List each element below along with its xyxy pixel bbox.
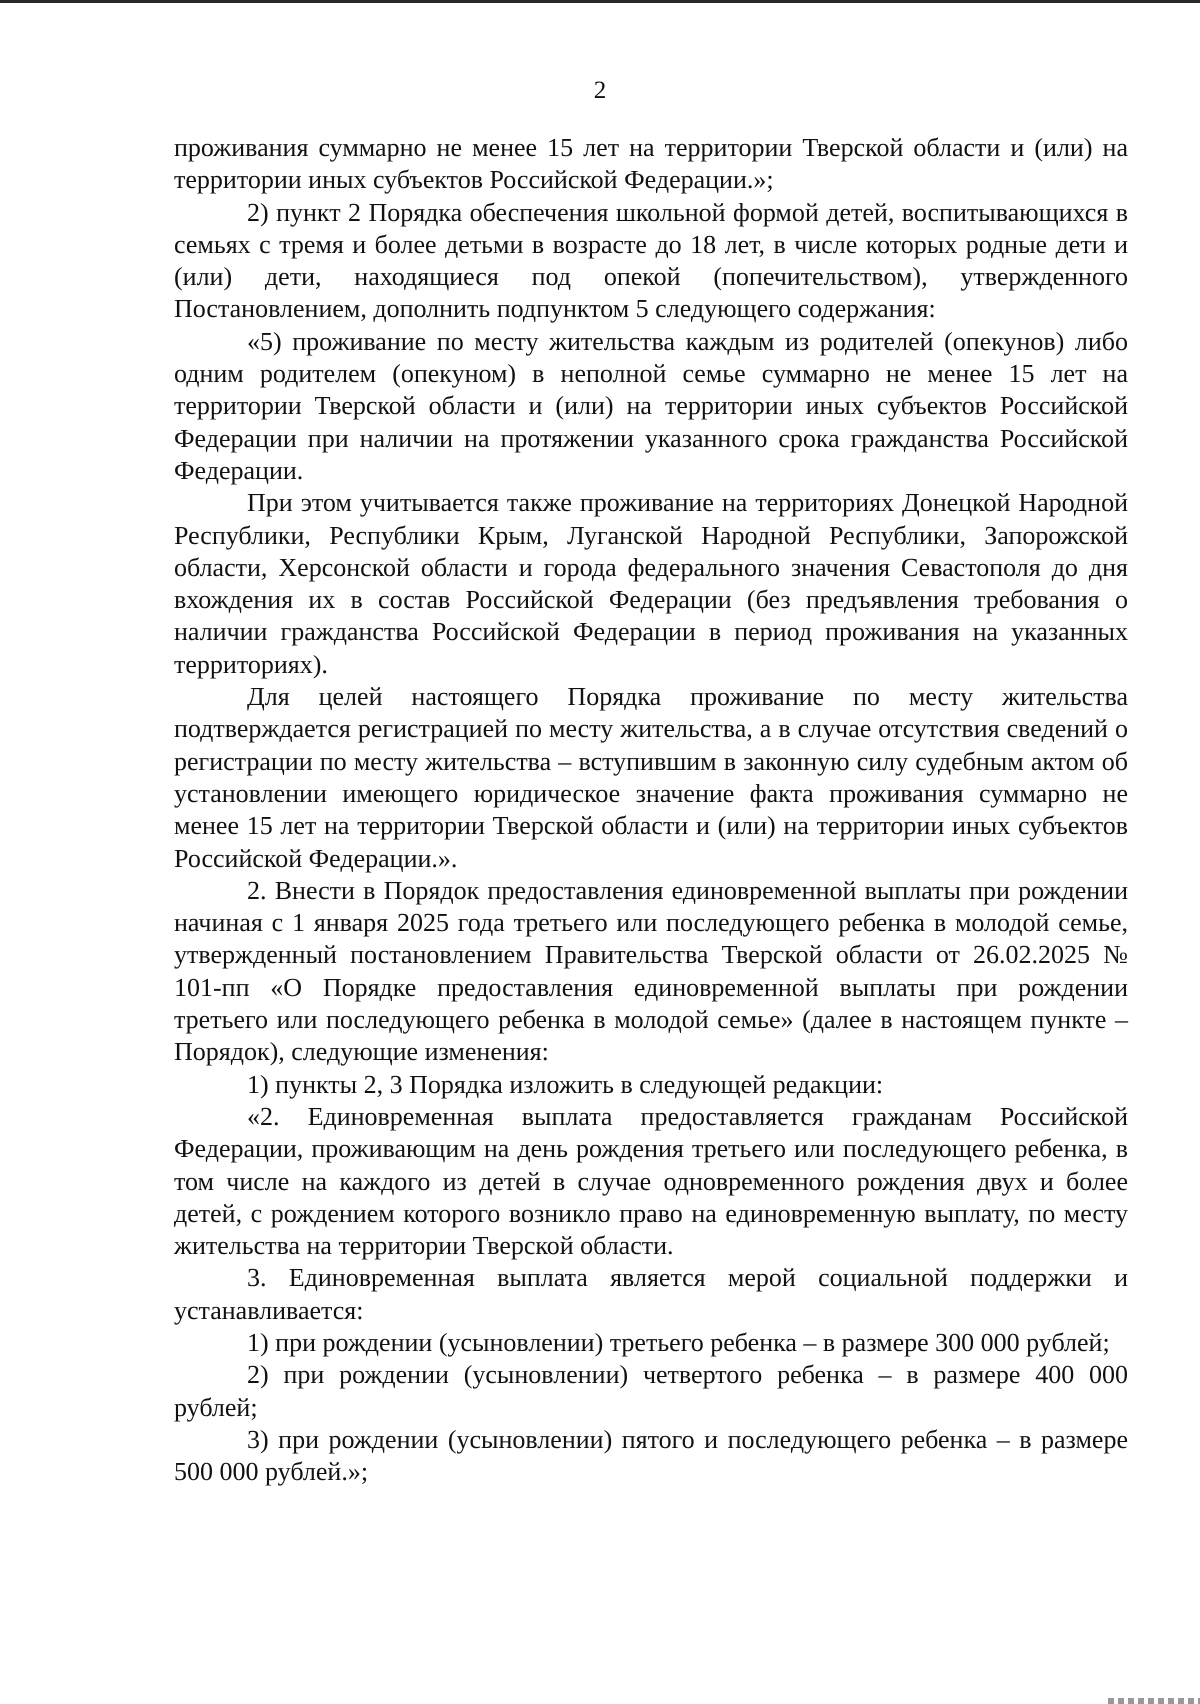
paragraph-continuation: проживания суммарно не менее 15 лет на территории Тверской области и (или) на территории иных субъектов Российской Федерации.»; — [174, 133, 1128, 195]
paragraph-third-child-amount: 1) при рождении (усыновлении) третьего ребенка – в размере 300 000 рублей; — [247, 1327, 1110, 1357]
scan-footer-mark — [1108, 1698, 1200, 1704]
paragraph-fourth-child-amount: 2) при рождении (усыновлении) четвертого ребенка – в размере 400 000 рублей; — [174, 1360, 1128, 1422]
paragraph-section-2-amendments: 2. Внести в Порядок предоставления единовременной выплаты при рождении начиная с 1 января 2025 года третьего или последующего ребенка в молодой семье, утвержденный постановлением Правительства Тверской области от 26.02.2025 № 101-пп «О Порядке предоставления единовременной выплаты при рождении третьего или последующего ребенка в молодой семье» (далее в настоящем пункте – Порядок), следующие изменения: — [174, 875, 1128, 1067]
document-body — [174, 132, 1128, 1488]
paragraph-residence-confirmation: Для целей настоящего Порядка проживание по месту жительства подтверждается регистрацией по месту жительства, а в случае отсутствия сведений о регистрации по месту жительства – вступившим в законную силу судебным актом об установлении имеющего юридическое значение факта проживания суммарно не менее 15 лет на территории Тверской области и (или) на территории иных субъектов Российской Федерации.». — [174, 682, 1128, 873]
paragraph-point-3-support: 3. Единовременная выплата является мерой социальной поддержки и устанавливается: — [174, 1263, 1128, 1325]
page-number: 2 — [593, 77, 607, 104]
paragraph-points-2-3-redaction: 1) пункты 2, 3 Порядка изложить в следующей редакции: — [247, 1069, 884, 1099]
paragraph-subitem-5-residence: «5) проживание по месту жительства каждым из родителей (опекунов) либо одним родителем (опекуном) в неполной семье суммарно не менее 15 лет на территории Тверской области и (или) на территории иных субъектов Российской Федерации при наличии на протяжении указанного срока гражданства Российской Федерации. — [174, 326, 1128, 485]
paragraph-item-2-school-uniform: 2) пункт 2 Порядка обеспечения школьной формой детей, воспитывающихся в семьях с тремя и более детьми в возрасте до 18 лет, в числе которых родные дети и (или) дети, находящиеся под опекой (попечительством), утвержденного Постановлением, дополнить подпунктом 5 следующего содержания: — [174, 197, 1128, 324]
scan-top-edge — [0, 0, 1200, 3]
paragraph-territories: При этом учитывается также проживание на территориях Донецкой Народной Республики, Республики Крым, Луганской Народной Республики, Запорожской области, Херсонской области и города федерального значения Севастополя до дня вхождения их в состав Российской Федерации (без предъявления требования о наличии гражданства Российской Федерации в период проживания на указанных территориях). — [174, 488, 1128, 679]
paragraph-fifth-child-amount: 3) при рождении (усыновлении) пятого и последующего ребенка – в размере 500 000 рублей.»; — [174, 1424, 1128, 1487]
paragraph-point-2-payment: «2. Единовременная выплата предоставляется гражданам Российской Федерации, проживающим на день рождения третьего или последующего ребенка, в том числе на каждого из детей в случае одновременного рождения двух и более детей, с рождением которого возникло право на единовременную выплату, по месту жительства на территории Тверской области. — [174, 1101, 1128, 1261]
